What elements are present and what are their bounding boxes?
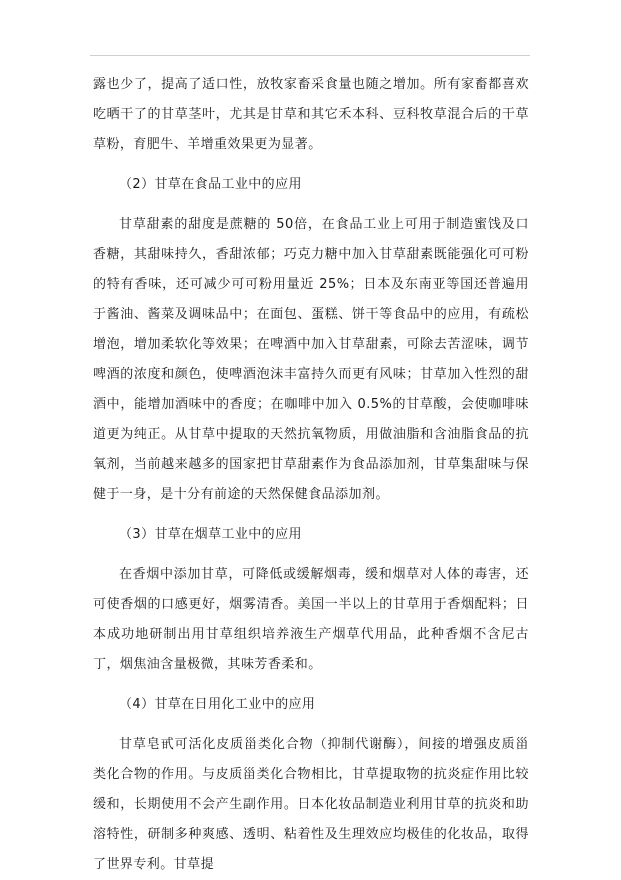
paragraph-tobacco-industry: 在香烟中添加甘草，可降低或缓解烟毒，缓和烟草对人体的毒害，还可使香烟的口感更好，烟雾清香。美国一半以上的甘草用于香烟配料；日本成功地研制出用甘草组织培养液生产烟草代用品，此种香烟不含尼古丁，烟焦油含量极微，其味芳香柔和。 [93,567,529,672]
section-heading-food-industry: （2）甘草在食品工业中的应用 [119,177,302,192]
paragraph-food-industry: 甘草甜素的甜度是蔗糖的 50倍，在食品工业上可用于制造蜜饯及口香糖，其甜味持久，香甜浓郁；巧克力糖中加入甘草甜素既能强化可可粉的特有香味，还可减少可可粉用量近 25%；日本及东南亚等国还普遍用于酱油、酱菜及调味品中；在面包、蛋糕、饼干等食品中的应用，有疏松增泡，增加柔软化等效果；在啤酒中加入甘草甜素，可除去苦涩味，调节啤酒的浓度和颜色，使啤酒泡沫丰富持久而更有风味；甘草加入性烈的甜酒中，能增加酒味中的香度；在咖啡中加入 0.5%的甘草酸，会使咖啡味道更为纯正。从甘草中提取的天然抗氧物质，用做油脂和含油脂食品的抗氧剂，当前越来越多的国家把甘草甜素作为食品添加剂，甘草集甜味与保健于一身，是十分有前途的天然保健食品添加剂。 [93,217,529,502]
document-body [93,70,529,880]
paragraph-chemical-industry: 甘草皂甙可活化皮质甾类化合物（抑制代谢酶），间接的增强皮质甾类化合物的作用。与皮质甾类化合物相比，甘草提取物的抗炎症作用比较缓和，长期使用不会产生副作用。日本化妆品制造业利用甘草的抗炎和助溶特性，研制多种爽感、透明、粘着性及生理效应均极佳的化妆品，取得了世界专利。甘草提 [93,737,529,872]
header-rule [90,55,530,56]
paragraph-livestock-feed: 露也少了，提高了适口性，放牧家畜采食量也随之增加。所有家畜都喜欢吃晒干了的甘草茎叶，尤其是甘草和其它禾本科、豆科牧草混合后的干草草粉，育肥牛、羊增重效果更为显著。 [93,77,529,152]
section-heading-chemical-industry: （4）甘草在日用化工业中的应用 [119,697,316,712]
section-heading-tobacco-industry: （3）甘草在烟草工业中的应用 [119,527,302,542]
